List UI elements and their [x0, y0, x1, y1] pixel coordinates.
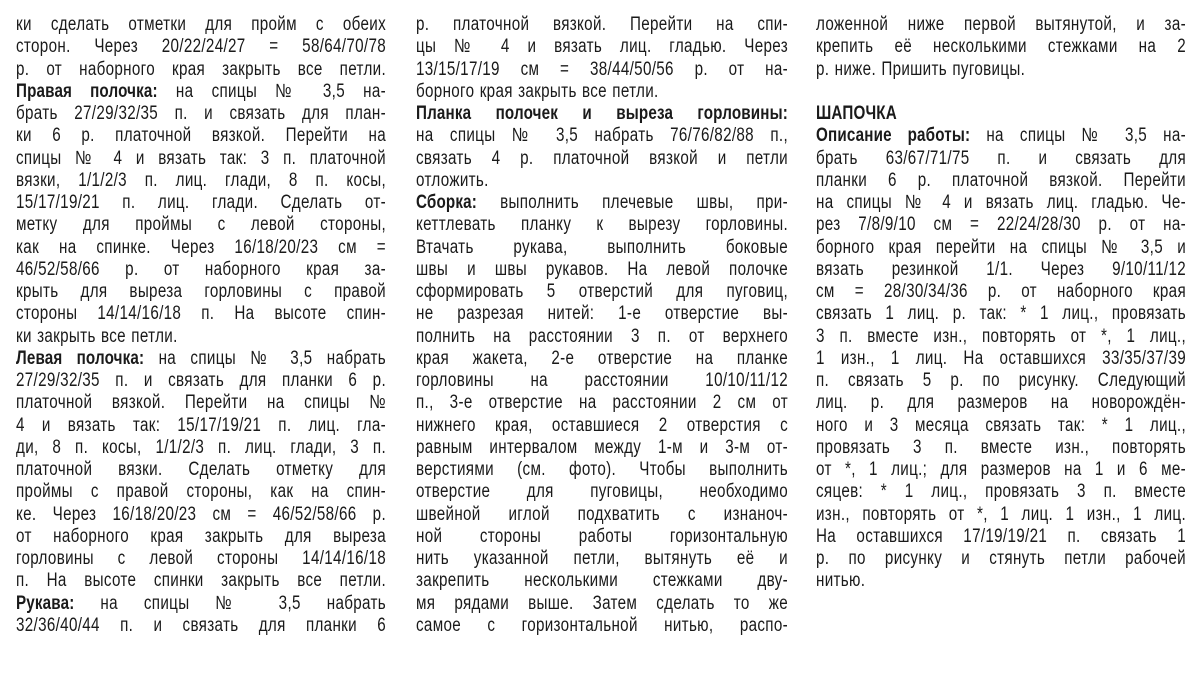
line-content — [16, 615, 386, 637]
line-content — [16, 170, 386, 192]
text-line — [816, 303, 1186, 325]
body-text: края жакета, 2-е отверстие на планке — [416, 347, 788, 369]
body-text: на спицы № 3,5 набрать — [144, 347, 386, 369]
body-text: п. связать 5 р. по рисунку. Следующий — [816, 370, 1186, 391]
section-heading-line — [416, 103, 788, 125]
line-content — [416, 437, 788, 459]
section-heading-line — [16, 348, 386, 370]
section-heading-line — [816, 103, 1186, 125]
text-line — [416, 81, 788, 103]
text-line — [16, 370, 386, 392]
body-text: 4 и вязать так: 15/17/19/21 п. лиц. гла- — [16, 414, 386, 436]
text-line — [816, 526, 1186, 548]
line-content — [16, 593, 386, 615]
text-line — [416, 370, 788, 392]
body-text: как на спинке. Через 16/18/20/23 см = — [16, 236, 386, 258]
line-content — [16, 303, 386, 325]
line-content — [16, 148, 386, 170]
text-line — [16, 125, 386, 147]
text-line — [416, 570, 788, 592]
line-content — [416, 214, 788, 236]
text-line — [416, 326, 788, 348]
line-content — [416, 303, 788, 325]
line-content — [416, 526, 788, 548]
body-text: проймы с правой стороны, как на спин- — [16, 481, 386, 503]
line-content — [16, 526, 386, 548]
text-line — [16, 459, 386, 481]
text-column-1 — [16, 14, 386, 637]
line-content — [16, 259, 386, 281]
text-line — [816, 36, 1186, 58]
body-text: спицы № 4 и вязать так: 3 п. платочной — [16, 147, 386, 169]
body-text: на спицы № 3,5 набрать 76/76/82/88 п., — [416, 125, 788, 147]
text-line — [816, 14, 1186, 36]
line-content — [416, 148, 788, 170]
text-line — [416, 14, 788, 36]
line-content — [816, 170, 1186, 192]
line-content — [16, 281, 386, 303]
line-content — [16, 504, 386, 526]
body-text: 15/17/19/21 п. лиц. глади. Сделать от- — [16, 192, 386, 213]
body-text: платочной вязки. Сделать отметку для — [16, 459, 386, 480]
section-title: Левая полочка: — [16, 347, 145, 369]
body-text: р. по рисунку и стянуть петли рабочей — [816, 548, 1186, 569]
body-text: нитью. — [816, 570, 866, 592]
body-text: самое с горизонтальной нитью, распо- — [416, 614, 788, 636]
line-content — [16, 14, 386, 36]
body-text: брать 63/67/71/75 п. и связать для — [816, 147, 1186, 169]
body-text: лиц. р. для размеров на новорождён- — [816, 392, 1186, 414]
line-content — [16, 36, 386, 58]
line-content — [816, 415, 1186, 437]
blank-line — [816, 81, 1186, 103]
section-title: Сборка: — [416, 192, 477, 213]
text-line — [16, 570, 386, 592]
section-title: Правая полочка: — [16, 80, 158, 102]
text-line — [816, 459, 1186, 481]
line-content — [816, 504, 1186, 526]
line-content — [416, 36, 788, 58]
body-text: ки сделать отметки для пройм с обеих — [16, 14, 386, 35]
text-line — [16, 59, 386, 81]
line-content — [416, 14, 788, 36]
text-line — [16, 526, 386, 548]
line-content — [816, 348, 1186, 370]
text-line — [16, 548, 386, 570]
body-text: стороны 14/14/16/18 п. На высоте спин- — [16, 303, 386, 325]
line-content — [16, 237, 386, 259]
text-line — [416, 237, 788, 259]
body-text: ки закрыть все петли. — [16, 325, 178, 347]
body-text: изн., повторять от *, 1 лиц. 1 изн., 1 лиц. — [816, 503, 1186, 525]
text-line — [416, 59, 788, 81]
body-text: закрепить несколькими стежками дву- — [416, 570, 788, 592]
line-content — [816, 214, 1186, 236]
section-heading-line — [16, 81, 386, 103]
line-content — [416, 348, 788, 370]
line-content — [16, 548, 386, 570]
text-line — [816, 481, 1186, 503]
line-content — [816, 303, 1186, 325]
body-text: нижнего края, оставшиеся 2 отверстия с — [416, 414, 788, 436]
body-text: 32/36/40/44 п. и связать для планки 6 — [16, 614, 386, 636]
line-content — [816, 570, 865, 592]
section-heading-line — [816, 125, 1186, 147]
line-content — [416, 259, 788, 281]
body-text: 3 п. вместе изн., повторять от *, 1 лиц., — [816, 325, 1186, 347]
line-content — [16, 392, 386, 414]
line-content — [416, 281, 788, 303]
body-text: от *, 1 лиц.; для размеров на 1 и 6 ме- — [816, 459, 1186, 480]
body-text: сторон. Через 20/22/24/27 = 58/64/70/78 — [16, 36, 386, 58]
body-text: крепить её несколькими стежками на 2 — [816, 36, 1186, 58]
text-line — [816, 148, 1186, 170]
text-line — [816, 504, 1186, 526]
body-text: швы и швы рукавов. На левой полочке — [416, 258, 788, 280]
line-content — [816, 259, 1186, 281]
text-line — [416, 303, 788, 325]
line-content — [16, 437, 386, 459]
body-text: крыть для выреза горловины с правой — [16, 281, 386, 302]
body-text: выполнить плечевые швы, при- — [476, 192, 788, 213]
body-text: нить указанной петли, вытянуть её и — [416, 548, 788, 569]
line-content — [416, 59, 788, 81]
text-line — [16, 148, 386, 170]
text-line — [416, 392, 788, 414]
text-line — [816, 370, 1186, 392]
text-line — [16, 615, 386, 637]
body-text: ки 6 р. платочной вязкой. Перейти на — [16, 125, 386, 147]
body-text: на спицы № 4 и вязать лиц. гладью. Че- — [816, 192, 1186, 213]
body-text: связать 1 лиц. р. так: * 1 лиц., провязать — [816, 303, 1186, 325]
body-text: рез 7/8/9/10 см = 22/24/28/30 р. от на- — [816, 214, 1186, 236]
body-text: вязать резинкой 1/1. Через 9/10/11/12 — [816, 258, 1186, 280]
line-content — [416, 481, 788, 503]
body-text: связать 4 р. платочной вязкой и петли — [416, 147, 788, 169]
text-line — [416, 459, 788, 481]
body-text: на спицы № 3,5 на- — [970, 125, 1186, 147]
body-text: р. от наборного края закрыть все петли. — [16, 58, 386, 80]
text-line — [16, 437, 386, 459]
body-text: верстиями (см. фото). Чтобы выполнить — [416, 459, 788, 480]
text-line — [16, 504, 386, 526]
text-line — [16, 36, 386, 58]
body-text: вязки, 1/1/2/3 п. лиц. глади, 8 п. косы, — [16, 169, 386, 191]
text-line — [16, 170, 386, 192]
text-line — [16, 214, 386, 236]
text-line — [816, 415, 1186, 437]
text-line — [816, 326, 1186, 348]
body-text: цы № 4 и вязать лиц. гладью. Через — [416, 36, 788, 58]
text-line — [416, 504, 788, 526]
body-text: Втачать рукава, выполнить боковые — [416, 236, 788, 258]
line-content — [16, 370, 386, 392]
line-content — [816, 370, 1186, 392]
body-text: полнить на расстоянии 3 п. от верхнего — [416, 325, 788, 347]
line-content — [16, 192, 386, 214]
text-line — [16, 103, 386, 125]
body-text: ного и 3 месяца связать так: * 1 лиц., — [816, 414, 1186, 436]
text-line — [816, 259, 1186, 281]
text-column-3 — [816, 14, 1186, 593]
text-line — [816, 570, 1186, 592]
body-text: На оставшихся 17/19/19/21 п. связать 1 — [816, 525, 1186, 547]
text-line — [416, 148, 788, 170]
text-line — [16, 303, 386, 325]
text-line — [816, 192, 1186, 214]
body-text: отверстие для пуговицы, необходимо — [416, 481, 788, 503]
line-content — [416, 81, 659, 103]
text-line — [816, 59, 1186, 81]
text-line — [416, 125, 788, 147]
section-heading-line — [16, 593, 386, 615]
text-line — [16, 259, 386, 281]
line-content — [416, 237, 788, 259]
text-line — [16, 237, 386, 259]
body-text: 1 изн., 1 лиц. На оставшихся 33/35/37/39 — [816, 347, 1186, 369]
body-text: ке. Через 16/18/20/23 см = 46/52/58/66 р. — [16, 503, 386, 525]
text-line — [416, 481, 788, 503]
body-text: кеттлевать планку к вырезу горловины. — [416, 214, 788, 236]
line-content — [416, 570, 788, 592]
line-content — [416, 593, 788, 615]
line-content — [416, 170, 489, 192]
text-line — [16, 415, 386, 437]
text-line — [816, 214, 1186, 236]
body-text: ложенной ниже первой вытянутой, и за- — [816, 14, 1186, 35]
text-line — [416, 526, 788, 548]
line-content — [416, 125, 788, 147]
section-title: ШАПОЧКА — [816, 103, 897, 124]
line-content — [16, 81, 386, 103]
section-title: Планка полочек и выреза горловины: — [416, 103, 788, 124]
line-content — [816, 281, 1186, 303]
line-content — [816, 192, 1186, 214]
body-text: на спицы № 3,5 на- — [157, 80, 387, 102]
text-line — [16, 192, 386, 214]
text-line — [16, 481, 386, 503]
text-line — [416, 615, 788, 637]
body-text: ной стороны работы горизонтальную — [416, 525, 788, 547]
line-content — [816, 59, 1025, 81]
text-line — [16, 392, 386, 414]
body-text: на спицы № 3,5 набрать — [74, 592, 386, 614]
line-content — [416, 326, 788, 348]
body-text: п. На высоте спинки закрыть все петли. — [16, 570, 386, 592]
text-line — [416, 214, 788, 236]
line-content — [16, 348, 386, 370]
body-text: равным интервалом между 1-м и 3-м от- — [416, 436, 788, 458]
line-content — [16, 103, 386, 125]
line-content — [816, 148, 1186, 170]
line-content — [416, 504, 788, 526]
body-text: горловины на расстоянии 10/10/11/12 — [416, 370, 788, 391]
line-content — [16, 481, 386, 503]
body-text: ди, 8 п. косы, 1/1/2/3 п. лиц. глади, 3 п. — [16, 436, 386, 458]
text-line — [816, 392, 1186, 414]
line-content — [416, 615, 788, 637]
text-line — [416, 36, 788, 58]
line-content — [416, 459, 788, 481]
line-content — [816, 14, 1186, 36]
text-line — [816, 348, 1186, 370]
line-content — [16, 459, 386, 481]
line-content — [416, 103, 788, 125]
text-line — [816, 237, 1186, 259]
text-line — [416, 259, 788, 281]
text-line — [816, 437, 1186, 459]
line-content — [816, 237, 1186, 259]
body-text: борного края закрыть все петли. — [416, 80, 659, 102]
section-heading-line — [416, 192, 788, 214]
body-text: метку для проймы с левой стороны, — [16, 214, 386, 236]
text-line — [16, 281, 386, 303]
text-line — [416, 593, 788, 615]
body-text: провязать 3 п. вместе изн., повторять — [816, 436, 1186, 458]
text-line — [816, 548, 1186, 570]
text-line — [416, 170, 788, 192]
section-title: Описание работы: — [816, 125, 971, 147]
text-line — [416, 437, 788, 459]
line-content — [816, 392, 1186, 414]
body-text: 27/29/32/35 п. и связать для планки 6 р. — [16, 370, 386, 391]
line-content — [416, 415, 788, 437]
text-column-2 — [416, 14, 788, 637]
body-text: горловины с левой стороны 14/14/16/18 — [16, 548, 386, 569]
line-content — [416, 392, 788, 414]
body-text: 13/15/17/19 см = 38/44/50/56 р. от на- — [416, 58, 788, 80]
line-content — [416, 192, 788, 214]
body-text: сформировать 5 отверстий для пуговиц, — [416, 281, 788, 302]
line-content — [816, 526, 1186, 548]
body-text: п., 3-е отверстие на расстоянии 2 см от — [416, 392, 788, 414]
body-text: отложить. — [416, 169, 489, 191]
line-content — [16, 59, 386, 81]
line-content — [16, 214, 386, 236]
line-content — [816, 548, 1186, 570]
line-content — [816, 125, 1186, 147]
line-content — [16, 326, 178, 348]
line-content — [16, 415, 386, 437]
body-text: борного края перейти на спицы № 3,5 и — [816, 236, 1186, 258]
body-text: см = 28/30/34/36 р. от наборного края — [816, 281, 1186, 302]
text-line — [416, 415, 788, 437]
text-line — [816, 281, 1186, 303]
line-content — [816, 326, 1186, 348]
body-text: мя рядами выше. Затем сделать то же — [416, 592, 788, 614]
body-text: р. ниже. Пришить пуговицы. — [816, 58, 1026, 80]
line-content — [816, 437, 1186, 459]
line-content — [816, 481, 1186, 503]
line-content — [816, 103, 897, 125]
text-line — [416, 281, 788, 303]
body-text: сяцев: * 1 лиц., провязать 3 п. вместе — [816, 481, 1186, 503]
body-text: 46/52/58/66 р. от наборного края за- — [16, 258, 386, 280]
text-line — [16, 14, 386, 36]
text-line — [416, 348, 788, 370]
text-line — [816, 170, 1186, 192]
line-content — [416, 548, 788, 570]
line-content — [16, 125, 386, 147]
line-content — [816, 36, 1186, 58]
body-text: не разрезая нитей: 1-е отверстие вы- — [416, 303, 788, 325]
body-text: р. платочной вязкой. Перейти на спи- — [416, 14, 788, 35]
body-text: от наборного края закрыть для выреза — [16, 525, 386, 547]
line-content — [16, 570, 386, 592]
body-text: брать 27/29/32/35 п. и связать для план- — [16, 103, 386, 124]
line-content — [416, 370, 788, 392]
section-title: Рукава: — [16, 592, 75, 614]
line-content — [816, 459, 1186, 481]
body-text: платочной вязкой. Перейти на спицы № — [16, 392, 386, 414]
text-line — [416, 548, 788, 570]
body-text: планки 6 р. платочной вязкой. Перейти — [816, 169, 1186, 191]
text-line — [16, 326, 386, 348]
body-text: швейной иглой подхватить с изнаноч- — [416, 503, 788, 525]
